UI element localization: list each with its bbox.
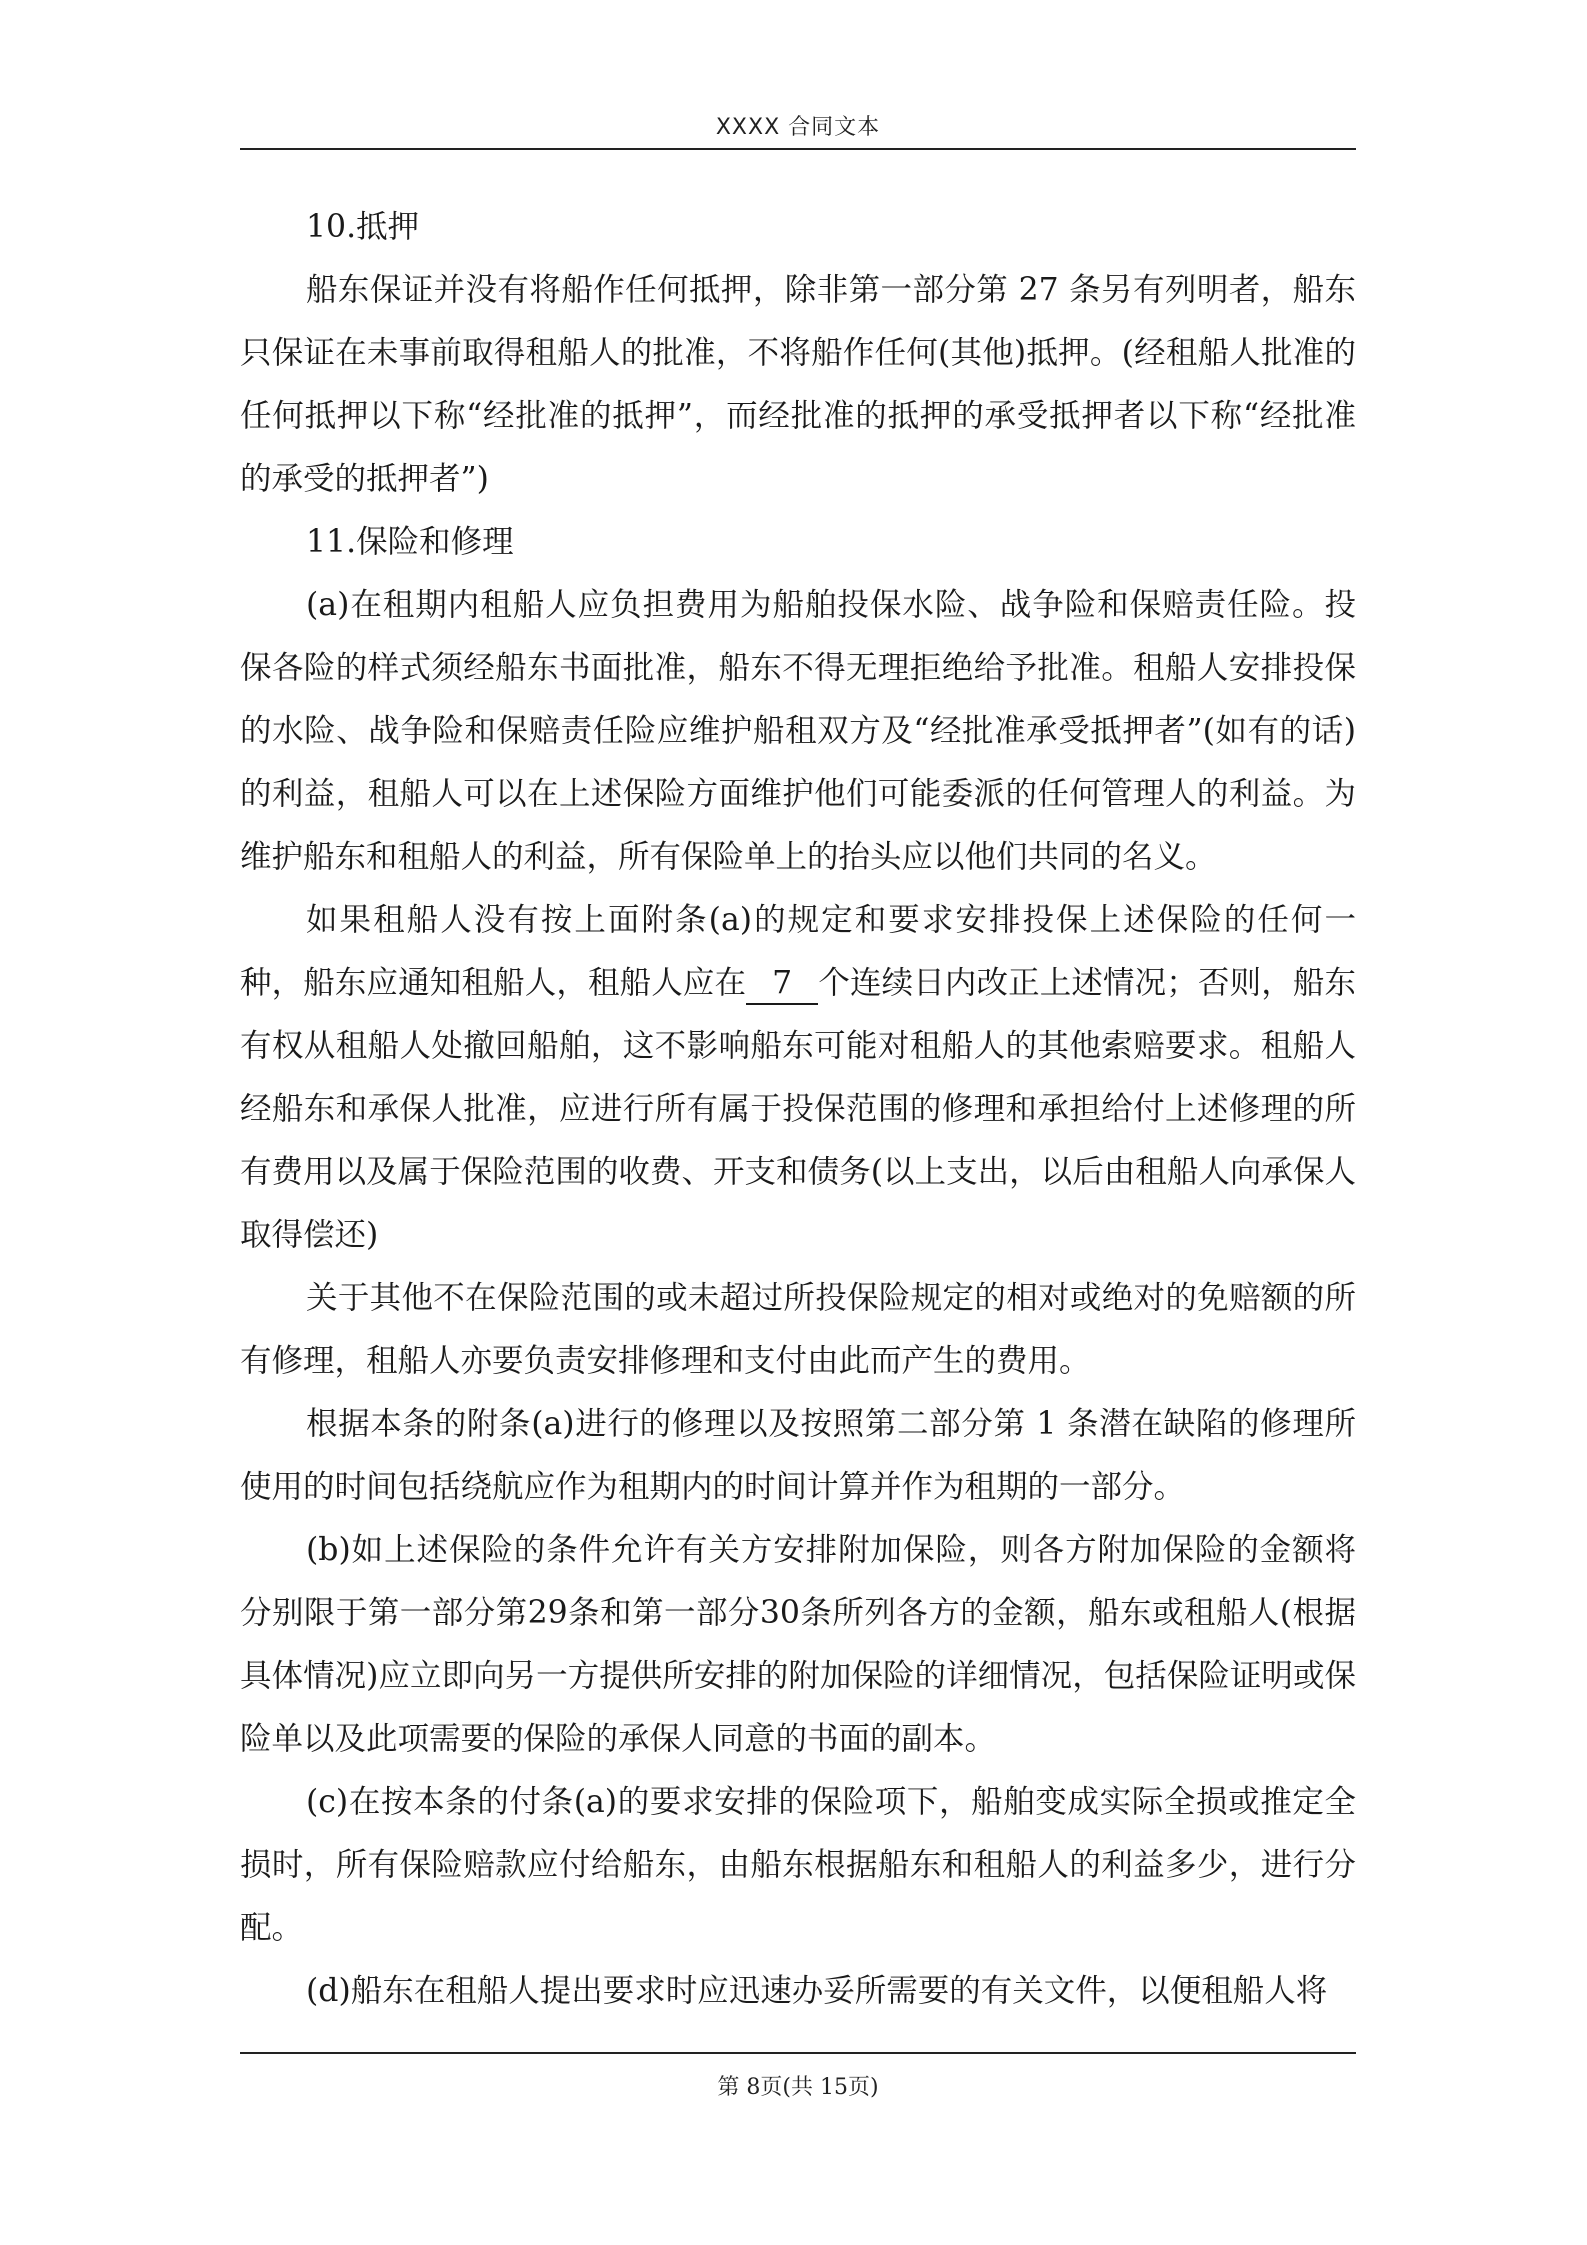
paragraph-insurance-d: (d)船东在租船人提出要求时应迅速办妥所需要的有关文件，以便租船人将 <box>306 1973 1328 2009</box>
paragraph-insurance-failure-part1: 如果租船人没有按上面附条(a)的规定和要求安排投保上述保险的任何一种，船东应通知租船人，租船人应在 <box>240 902 1356 1001</box>
paragraph-mortgage: 船东保证并没有将船作任何抵押，除非第一部分第 27 条另有列明者，船东只保证在未事前取得租船人的批准，不将船作任何(其他)抵押。(经租船人批准的任何抵押以下称“经批准的抵押”，而经批准的抵押的承受抵押者以下称“经批准的承受的抵押者”) <box>240 272 1356 497</box>
section-heading-mortgage: 10.抵押 <box>306 209 420 245</box>
paragraph-insurance-b: (b)如上述保险的条件允许有关方安排附加保险，则各方附加保险的金额将分别限于第一部分第29条和第一部分30条所列各方的金额，船东或租船人(根据具体情况)应立即向另一方提供所安排的附加保险的详细情况，包括保险证明或保险单以及此项需要的保险的承保人同意的书面的副本。 <box>240 1532 1356 1757</box>
paragraph-other-repairs: 关于其他不在保险范围的或未超过所投保险规定的相对或绝对的免赔额的所有修理，租船人亦要负责安排修理和支付由此而产生的费用。 <box>240 1280 1356 1379</box>
days-blank-field: 7 <box>746 963 818 1005</box>
contract-body <box>240 196 1356 2023</box>
header-divider <box>240 148 1356 150</box>
paragraph-repair-time: 根据本条的附条(a)进行的修理以及按照第二部分第 1 条潜在缺陷的修理所使用的时间包括绕航应作为租期内的时间计算并作为租期的一部分。 <box>240 1406 1356 1505</box>
page-number: 第 8页(共 15页) <box>717 2075 879 2100</box>
paragraph-insurance-a: (a)在租期内租船人应负担费用为船舶投保水险、战争险和保赔责任险。投保各险的样式须经船东书面批准，船东不得无理拒绝给予批准。租船人安排投保的水险、战争险和保赔责任险应维护船租双方及“经批准承受抵押者”(如有的话)的利益，租船人可以在上述保险方面维护他们可能委派的任何管理人的利益。为维护船东和租船人的利益，所有保险单上的抬头应以他们共同的名义。 <box>240 587 1356 875</box>
header-title: XXXX 合同文本 <box>715 115 881 140</box>
paragraph-insurance-c: (c)在按本条的付条(a)的要求安排的保险项下，船舶变成实际全损或推定全损时，所有保险赔款应付给船东，由船东根据船东和租船人的利益多少，进行分配。 <box>240 1784 1356 1946</box>
section-heading-insurance-repair: 11.保险和修理 <box>306 524 514 560</box>
paragraph-insurance-failure <box>240 889 1356 1267</box>
paragraph-insurance-failure-part2: 个连续日内改正上述情况；否则，船东有权从租船人处撤回船舶，这不影响船东可能对租船人的其他索赔要求。租船人经船东和承保人批准，应进行所有属于投保范围的修理和承担给付上述修理的所有费用以及属于保险范围的收费、开支和债务(以上支出，以后由租船人向承保人取得偿还) <box>240 965 1356 1253</box>
footer-divider <box>240 2052 1356 2054</box>
